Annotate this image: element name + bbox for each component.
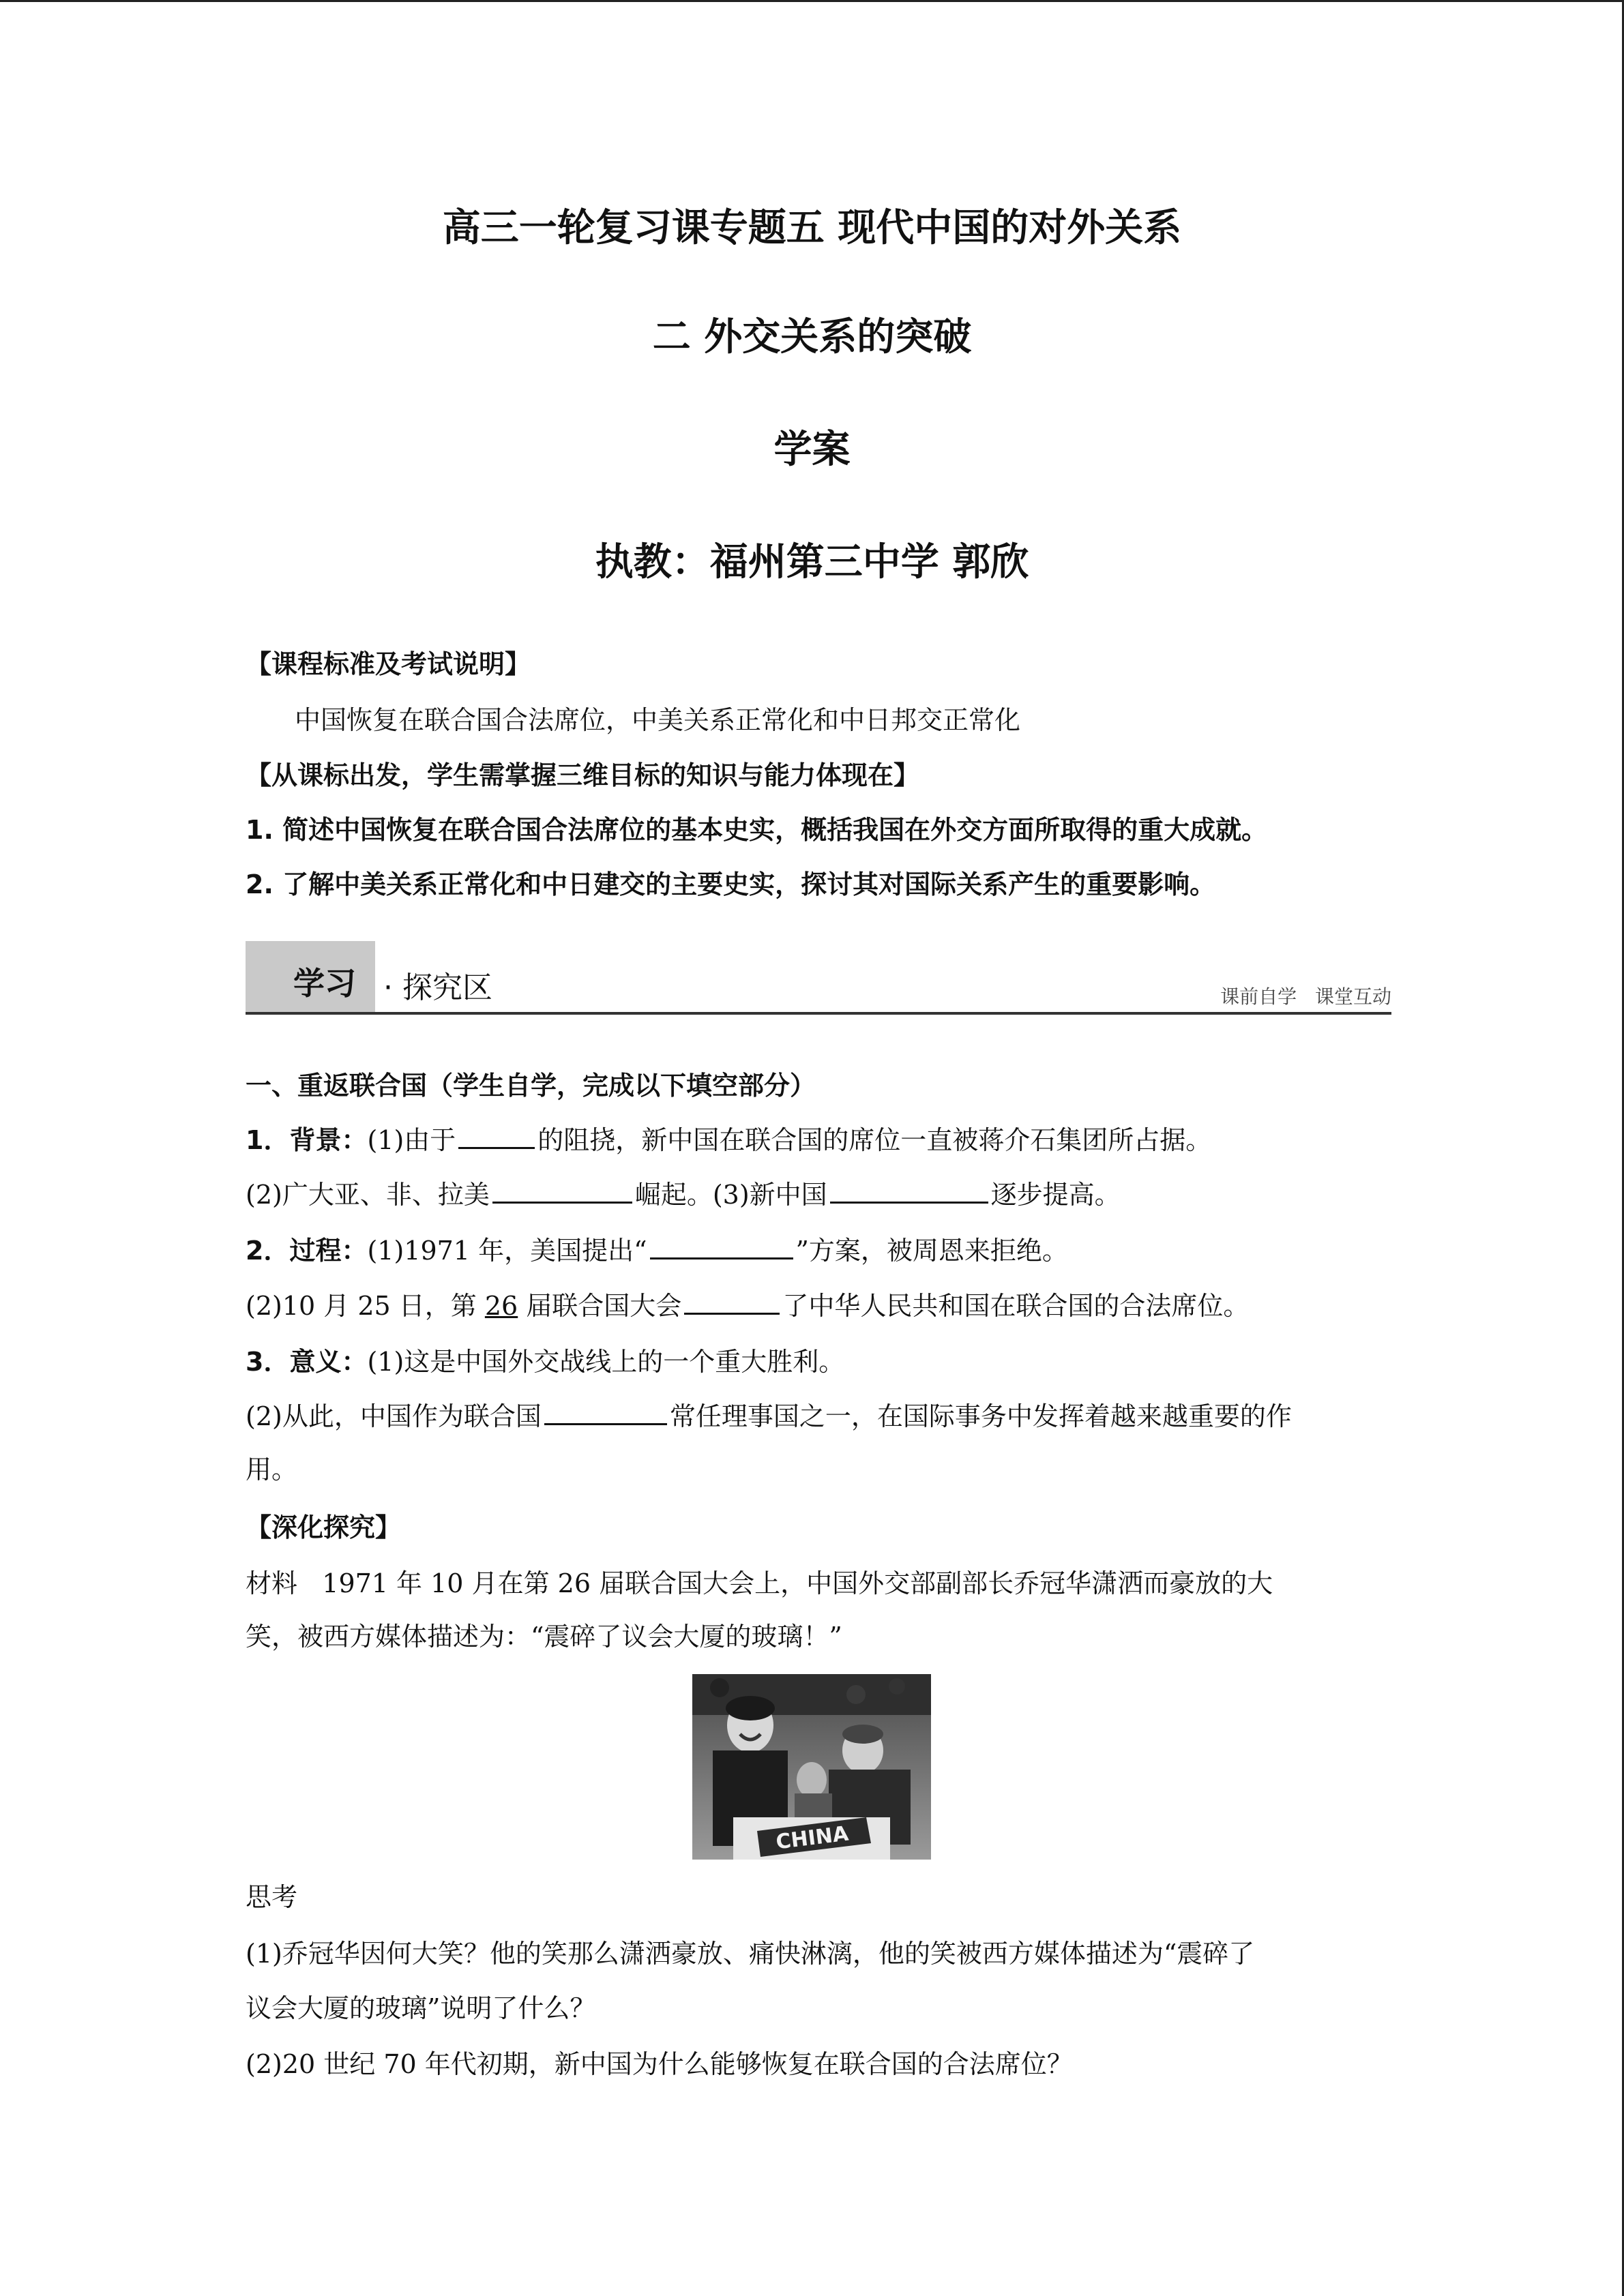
teacher-line: 执教：福州第三中学 郭欣	[595, 540, 1029, 584]
page-border-top	[0, 0, 1624, 2]
background-line-2	[246, 1180, 1121, 1211]
photo-illustration	[692, 1674, 931, 1860]
text-span: ”方案，被周恩来拒绝。	[795, 1236, 1068, 1266]
text-span: (1)由于	[367, 1125, 456, 1155]
material-line-2: 笑，被西方媒体描述为：“震碎了议会大厦的玻璃！”	[246, 1622, 842, 1652]
goal-1: 1. 简述中国恢复在联合国合法席位的基本史实，概括我国在外交方面所取得的重大成就。	[246, 815, 1268, 845]
goal-2: 2. 了解中美关系正常化和中日建交的主要史实，探讨其对国际关系产生的重要影响。	[246, 869, 1216, 899]
material-line-1	[246, 1568, 1273, 1600]
text-span: (1)这是中国外交战线上的一个重大胜利。	[367, 1347, 845, 1377]
text-span: (2)从此，中国作为联合国	[246, 1401, 542, 1431]
document-subtitle: 二 外交关系的突破	[652, 315, 972, 359]
text-span: 常任理事国之一，在国际事务中发挥着越来越重要的作	[669, 1401, 1292, 1431]
think-label: 思考	[246, 1882, 298, 1912]
study-tab-sublabel: · 探究区	[383, 970, 492, 1005]
text-span: 崛起。(3)新中国	[634, 1180, 827, 1210]
question-2: (2)20 世纪 70 年代初期，新中国为什么能够恢复在联合国的合法席位？	[246, 2049, 1073, 2079]
goals-heading: 【从课标出发，学生需掌握三维目标的知识与能力体现在】	[246, 760, 920, 790]
question-1-line-2: 议会大厦的玻璃”说明了什么？	[246, 1993, 596, 2023]
process-label: 2．过程：	[246, 1236, 368, 1266]
text-span: 逐步提高。	[990, 1180, 1121, 1210]
fill-blank[interactable]	[492, 1201, 632, 1204]
text-span: 1971 年 10 月在第 26 届联合国大会上，中国外交部副部长乔冠华潇洒而豪放的大	[322, 1568, 1273, 1598]
study-bar-links: 课前自学 课堂互动	[1220, 985, 1391, 1008]
document-title: 高三一轮复习课专题五 现代中国的对外关系	[442, 206, 1182, 250]
study-tab-label: 学习	[293, 965, 356, 1002]
significance-line-1	[246, 1347, 844, 1378]
china-nameplate-text: CHINA	[774, 1821, 850, 1855]
section-heading: 一、重返联合国（学生自学，完成以下填空部分）	[246, 1071, 816, 1101]
document-type: 学案	[773, 428, 851, 472]
text-span: (2)广大亚、非、拉美	[246, 1180, 490, 1210]
fill-blank[interactable]	[684, 1312, 780, 1315]
significance-line-3: 用。	[246, 1455, 298, 1485]
significance-line-2	[246, 1401, 1292, 1433]
explore-heading: 【深化探究】	[246, 1512, 402, 1542]
standards-heading: 【课程标准及考试说明】	[246, 649, 531, 679]
study-bar-rule	[246, 1012, 1391, 1015]
fill-blank[interactable]	[544, 1422, 667, 1425]
significance-label: 3．意义：	[246, 1347, 368, 1377]
question-1-line-1: (1)乔冠华因何大笑？他的笑那么潇洒豪放、痛快淋漓，他的笑被西方媒体描述为“震碎了	[246, 1939, 1255, 1969]
fill-blank[interactable]	[650, 1257, 793, 1259]
text-span: 了中华人民共和国在联合国的合法席位。	[782, 1291, 1250, 1321]
fill-blank[interactable]	[458, 1146, 535, 1149]
study-section-bar	[246, 941, 1391, 1015]
study-tab	[246, 941, 375, 1012]
text-span: (2)10 月 25 日，第	[246, 1291, 485, 1321]
un-assembly-photo	[692, 1674, 931, 1860]
text-span: 的阻挠，新中国在联合国的席位一直被蒋介石集团所占据。	[537, 1125, 1212, 1155]
text-span: (1)1971 年，美国提出“	[367, 1236, 647, 1266]
process-line-1	[246, 1236, 1068, 1267]
text-span: 届联合国大会	[518, 1291, 682, 1321]
process-line-2	[246, 1291, 1249, 1322]
standards-text: 中国恢复在联合国合法席位，中美关系正常化和中日邦交正常化	[295, 705, 1021, 735]
material-label: 材料	[246, 1568, 298, 1598]
session-number: 26	[484, 1291, 518, 1321]
background-label: 1．背景：	[246, 1125, 368, 1155]
fill-blank[interactable]	[830, 1201, 988, 1204]
background-line-1	[246, 1125, 1211, 1157]
